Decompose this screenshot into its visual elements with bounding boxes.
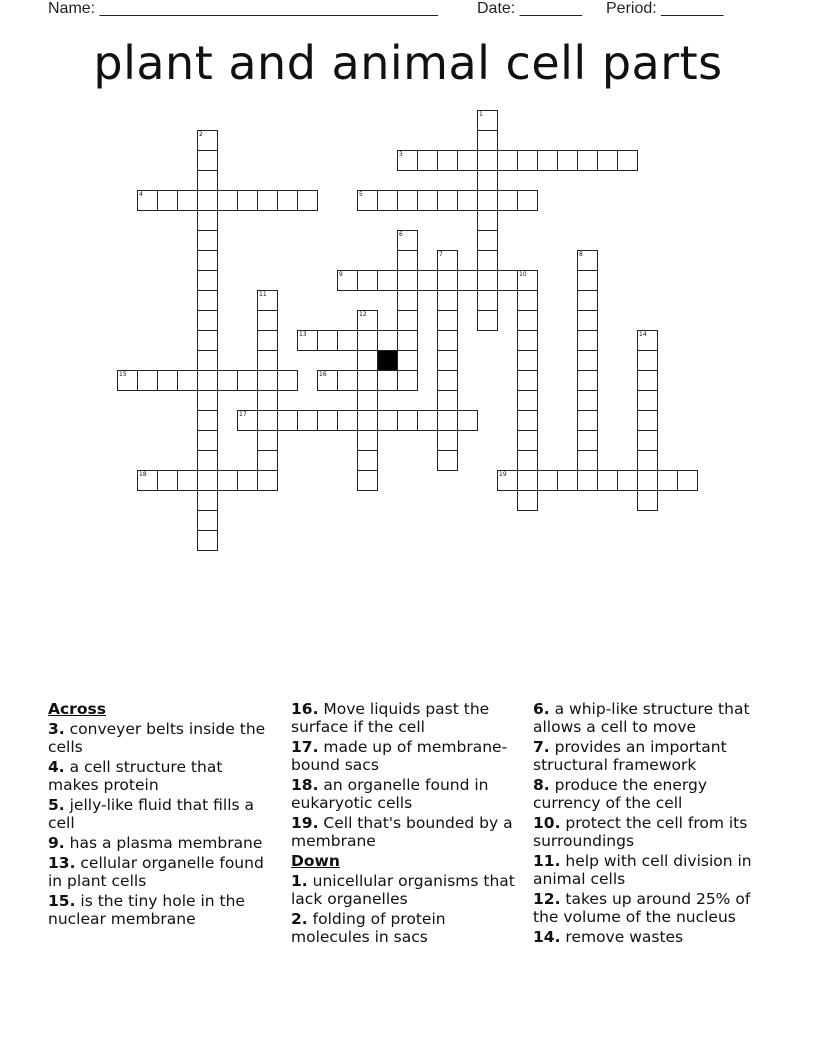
grid-cell[interactable] [257,310,278,331]
grid-cell[interactable] [397,310,418,331]
clue-item-text: has a plasma membrane [69,834,263,852]
grid-cell[interactable] [397,330,418,351]
grid-cell[interactable] [637,470,658,491]
clue-item [291,738,516,774]
grid-cell[interactable] [317,370,338,391]
grid-cell[interactable] [317,410,338,431]
grid-cell[interactable] [637,430,658,451]
grid-cell[interactable] [477,290,498,311]
grid-cell[interactable] [197,510,218,531]
clue-item-number: 18. [291,776,319,794]
clue-item-number: 13. [48,854,76,872]
grid-cell[interactable] [217,370,238,391]
grid-cell[interactable] [437,430,458,451]
grid-cell[interactable] [337,270,358,291]
clue-section-heading: Across [48,700,106,718]
black-square [377,350,398,371]
grid-cell[interactable] [197,130,218,151]
grid-cell[interactable] [397,350,418,371]
grid-cell[interactable] [357,410,378,431]
date-field[interactable]: Date: _______ [477,0,582,17]
grid-cell[interactable] [397,190,418,211]
grid-cell[interactable] [297,330,318,351]
clue-number: 5 [359,191,363,198]
clue-item-text: remove wastes [565,928,684,946]
period-field[interactable]: Period: _______ [606,0,724,17]
grid-cell[interactable] [317,330,338,351]
clue-number: 8 [579,251,583,258]
clue-item [291,814,516,850]
grid-cell[interactable] [197,330,218,351]
grid-cell[interactable] [157,370,178,391]
grid-cell[interactable] [297,190,318,211]
clue-item [533,700,768,736]
grid-cell[interactable] [257,290,278,311]
clue-number: 19 [499,471,507,478]
grid-cell[interactable] [577,290,598,311]
clue-item-number: 16. [291,700,319,718]
clue-item [291,910,516,946]
clue-item-text: cellular organelle found in plant cells [48,854,264,890]
grid-cell[interactable] [197,450,218,471]
grid-cell[interactable] [517,290,538,311]
clue-column-1 [48,700,273,930]
clue-item [48,758,273,794]
grid-cell[interactable] [257,350,278,371]
clue-item-number: 10. [533,814,561,832]
grid-cell[interactable] [237,470,258,491]
grid-cell[interactable] [517,430,538,451]
grid-cell[interactable] [577,370,598,391]
grid-cell[interactable] [197,290,218,311]
grid-cell[interactable] [557,150,578,171]
grid-cell[interactable] [477,170,498,191]
grid-cell[interactable] [497,470,518,491]
grid-cell[interactable] [157,470,178,491]
grid-cell[interactable] [577,270,598,291]
grid-cell[interactable] [517,310,538,331]
grid-cell[interactable] [537,150,558,171]
grid-cell[interactable] [277,410,298,431]
grid-cell[interactable] [457,150,478,171]
clue-number: 12 [359,311,367,318]
grid-cell[interactable] [577,470,598,491]
grid-cell[interactable] [437,290,458,311]
grid-cell[interactable] [517,390,538,411]
grid-cell[interactable] [357,190,378,211]
clue-item [48,892,273,928]
clue-item [291,776,516,812]
grid-cell[interactable] [197,150,218,171]
grid-cell[interactable] [477,210,498,231]
grid-cell[interactable] [437,450,458,471]
grid-cell[interactable] [457,410,478,431]
clue-item-number: 3. [48,720,65,738]
clue-item [533,738,768,774]
grid-cell[interactable] [357,470,378,491]
clue-number: 7 [439,251,443,258]
grid-cell[interactable] [517,270,538,291]
clue-item-number: 15. [48,892,76,910]
grid-cell[interactable] [477,310,498,331]
grid-cell[interactable] [417,150,438,171]
grid-cell[interactable] [517,470,538,491]
clue-item-number: 7. [533,738,550,756]
clue-item-number: 14. [533,928,561,946]
grid-cell[interactable] [517,410,538,431]
grid-cell[interactable] [637,490,658,511]
clue-item-text: Move liquids past the surface if the cell [291,700,490,736]
clue-item-text: produce the energy currency of the cell [533,776,707,812]
clue-number: 3 [399,151,403,158]
grid-cell[interactable] [417,410,438,431]
grid-cell[interactable] [337,410,358,431]
grid-cell[interactable] [637,370,658,391]
grid-cell[interactable] [397,410,418,431]
clue-item [48,834,273,852]
grid-cell[interactable] [477,250,498,271]
grid-cell[interactable] [237,190,258,211]
grid-cell[interactable] [117,370,138,391]
grid-cell[interactable] [377,370,398,391]
clue-number: 1 [479,111,483,118]
grid-cell[interactable] [237,370,258,391]
clue-item [533,814,768,850]
grid-cell[interactable] [557,470,578,491]
clue-number: 10 [519,271,527,278]
grid-cell[interactable] [517,330,538,351]
grid-cell[interactable] [217,190,238,211]
clue-section-heading: Down [291,852,340,870]
grid-cell[interactable] [277,190,298,211]
grid-cell[interactable] [137,470,158,491]
grid-cell[interactable] [277,370,298,391]
grid-cell[interactable] [537,470,558,491]
grid-cell[interactable] [377,270,398,291]
grid-cell[interactable] [517,370,538,391]
grid-cell[interactable] [157,190,178,211]
grid-cell[interactable] [477,270,498,291]
clue-number: 9 [339,271,343,278]
grid-cell[interactable] [357,350,378,371]
grid-cell[interactable] [137,190,158,211]
clue-item-text: folding of protein molecules in sacs [291,910,446,946]
grid-cell[interactable] [677,470,698,491]
clue-item-number: 2. [291,910,308,928]
grid-cell[interactable] [477,230,498,251]
grid-cell[interactable] [397,150,418,171]
grid-cell[interactable] [257,370,278,391]
name-field[interactable]: Name: ______________________________________ [48,0,438,17]
grid-cell[interactable] [197,390,218,411]
grid-cell[interactable] [197,490,218,511]
clue-item-text: provides an important structural framework [533,738,727,774]
grid-cell[interactable] [137,370,158,391]
clue-item [533,852,768,888]
grid-cell[interactable] [257,410,278,431]
clue-number: 16 [319,371,327,378]
grid-cell[interactable] [357,270,378,291]
grid-cell[interactable] [197,410,218,431]
grid-cell[interactable] [337,330,358,351]
grid-cell[interactable] [197,190,218,211]
grid-cell[interactable] [437,370,458,391]
clue-item-text: takes up around 25% of the volume of the nucleus [533,890,751,926]
grid-cell[interactable] [197,310,218,331]
clue-item-number: 4. [48,758,65,776]
grid-cell[interactable] [197,530,218,551]
clue-item-number: 1. [291,872,308,890]
grid-cell[interactable] [337,370,358,391]
grid-cell[interactable] [177,370,198,391]
clue-number: 6 [399,231,403,238]
clue-item-number: 12. [533,890,561,908]
clue-number: 11 [259,291,267,298]
grid-cell[interactable] [377,410,398,431]
grid-cell[interactable] [257,470,278,491]
clue-item [48,720,273,756]
grid-cell[interactable] [577,390,598,411]
clue-item [533,776,768,812]
grid-cell[interactable] [177,470,198,491]
clue-item-text: an organelle found in eukaryotic cells [291,776,489,812]
grid-cell[interactable] [197,250,218,271]
grid-cell[interactable] [197,350,218,371]
grid-cell[interactable] [197,270,218,291]
clue-number: 14 [639,331,647,338]
grid-cell[interactable] [517,150,538,171]
grid-cell[interactable] [577,450,598,471]
clue-item-number: 11. [533,852,561,870]
page-title: plant and animal cell parts [93,36,723,90]
grid-cell[interactable] [397,270,418,291]
clue-item [533,928,768,946]
grid-cell[interactable] [577,350,598,371]
clue-item-text: is the tiny hole in the nuclear membrane [48,892,245,928]
grid-cell[interactable] [197,170,218,191]
grid-cell[interactable] [477,190,498,211]
grid-cell[interactable] [597,470,618,491]
grid-cell[interactable] [197,210,218,231]
grid-cell[interactable] [577,310,598,331]
clue-item-text: help with cell division in animal cells [533,852,752,888]
grid-cell[interactable] [637,350,658,371]
clue-number: 13 [299,331,307,338]
grid-cell[interactable] [577,330,598,351]
clue-item [533,890,768,926]
grid-cell[interactable] [357,390,378,411]
clue-number: 15 [119,371,127,378]
clue-item-text: jelly-like fluid that fills a cell [48,796,255,832]
grid-cell[interactable] [217,470,238,491]
grid-cell[interactable] [397,290,418,311]
grid-cell[interactable] [237,410,258,431]
grid-cell[interactable] [577,150,598,171]
grid-cell[interactable] [177,190,198,211]
clue-item [48,854,273,890]
clue-column-2 [291,700,516,948]
grid-cell[interactable] [457,190,478,211]
clue-item-number: 17. [291,738,319,756]
grid-cell[interactable] [577,250,598,271]
clue-item-text: conveyer belts inside the cells [48,720,266,756]
clue-item-number: 5. [48,796,65,814]
grid-cell[interactable] [577,410,598,431]
grid-cell[interactable] [257,190,278,211]
grid-cell[interactable] [637,450,658,471]
grid-cell[interactable] [257,450,278,471]
grid-cell[interactable] [437,390,458,411]
clue-item-number: 9. [48,834,65,852]
grid-cell[interactable] [497,270,518,291]
grid-cell[interactable] [297,410,318,431]
grid-cell[interactable] [437,330,458,351]
clue-number: 18 [139,471,147,478]
grid-cell[interactable] [357,450,378,471]
grid-cell[interactable] [577,430,598,451]
grid-cell[interactable] [437,310,458,331]
clue-item [48,796,273,832]
grid-cell[interactable] [357,370,378,391]
grid-cell[interactable] [437,410,458,431]
clue-item-text: made up of membrane-bound sacs [291,738,508,774]
clue-item-text: a whip-like structure that allows a cell to move [533,700,750,736]
grid-cell[interactable] [257,390,278,411]
grid-cell[interactable] [377,190,398,211]
grid-cell[interactable] [397,230,418,251]
clue-column-3 [533,700,768,948]
clue-item-number: 19. [291,814,319,832]
grid-cell[interactable] [397,250,418,271]
grid-cell[interactable] [617,150,638,171]
grid-cell[interactable] [477,130,498,151]
grid-cell[interactable] [437,250,458,271]
clue-item [291,700,516,736]
grid-cell[interactable] [477,150,498,171]
clue-number: 17 [239,411,247,418]
grid-cell[interactable] [197,470,218,491]
grid-cell[interactable] [197,370,218,391]
grid-cell[interactable] [637,330,658,351]
grid-cell[interactable] [197,430,218,451]
grid-cell[interactable] [617,470,638,491]
clue-number: 2 [199,131,203,138]
grid-cell[interactable] [517,450,538,471]
grid-cell[interactable] [477,110,498,131]
clue-item-text: unicellular organisms that lack organelles [291,872,515,908]
grid-cell[interactable] [257,430,278,451]
grid-cell[interactable] [457,270,478,291]
clue-item-number: 6. [533,700,550,718]
grid-cell[interactable] [437,190,458,211]
clue-number: 4 [139,191,143,198]
grid-cell[interactable] [637,410,658,431]
grid-cell[interactable] [437,350,458,371]
clue-item-number: 8. [533,776,550,794]
clue-item-text: a cell structure that makes protein [48,758,223,794]
grid-cell[interactable] [417,270,438,291]
grid-cell[interactable] [657,470,678,491]
grid-cell[interactable] [437,150,458,171]
clue-item [291,872,516,908]
grid-cell[interactable] [637,390,658,411]
grid-cell[interactable] [597,150,618,171]
grid-cell[interactable] [517,490,538,511]
clue-item-text: Cell that's bounded by a membrane [291,814,513,850]
grid-cell[interactable] [517,350,538,371]
grid-cell[interactable] [437,270,458,291]
grid-cell[interactable] [497,190,518,211]
grid-cell[interactable] [517,190,538,211]
grid-cell[interactable] [417,190,438,211]
grid-cell[interactable] [357,330,378,351]
grid-cell[interactable] [377,330,398,351]
grid-cell[interactable] [357,310,378,331]
grid-cell[interactable] [357,430,378,451]
grid-cell[interactable] [397,370,418,391]
grid-cell[interactable] [257,330,278,351]
clue-item-text: protect the cell from its surroundings [533,814,748,850]
grid-cell[interactable] [197,230,218,251]
grid-cell[interactable] [497,150,518,171]
